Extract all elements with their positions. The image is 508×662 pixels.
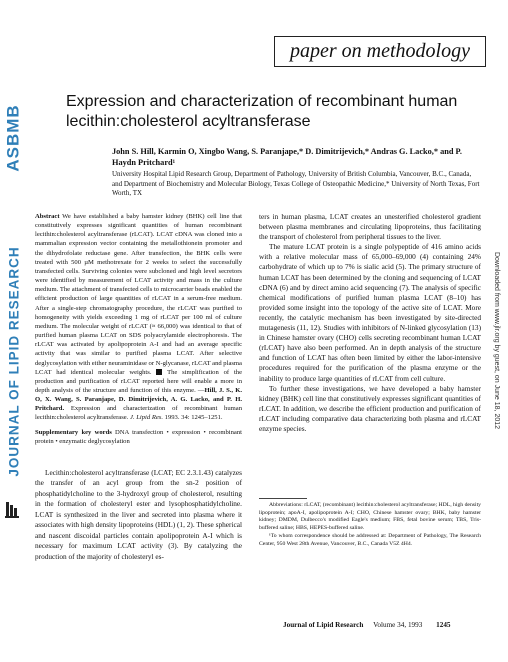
- download-watermark: Downloaded from www.jlr.org by guest, on June 18, 2012: [493, 251, 501, 429]
- intro-paragraph-1-cont: ters in human plasma, LCAT creates an unesterified cholesterol gradient between plasma membranes and circulating lipoproteins, thus facilitating the transport of cholesterol from peripheral tissues to the liver.: [259, 212, 481, 242]
- left-column: [35, 212, 242, 562]
- footnote-rule: [259, 498, 307, 499]
- footnotes: [259, 502, 481, 548]
- article-title: Expression and characterization of recombinant human lecithin:cholesterol acyltransferase: [66, 93, 458, 130]
- citation-volume: 1993. 34: 1245–1251.: [164, 414, 223, 422]
- footer-journal: Journal of Lipid Research: [283, 621, 364, 629]
- abstract: Abstract We have established a baby hamster kidney (BHK) cell line that constitutively expresses significant quantities of human recombinant lecithin:cholesterol acyltransferase (rLCAT). LCAT cDNA was cloned into a mammalian expression vector containing the metallothionein promoter and the dihydrofolate reductase gene. After transfection, the BHK cells were treated with 500 µM methotrexate for 2 weeks to select the successfully transfected cells. Surviving colonies were subcloned and high level secretors were identified by measurement of LCAT activity and mass in the culture medium. The attachment of transfected cells to microcarrier beads enabled the efficient production of large quantities of rLCAT in a serum-free medium. After a single-step chromatography procedure, the rLCAT was purified to homogeneity with yields exceeding 1 mg of rLCAT per 100 ml of culture medium. The molecular weight of rLCAT (≈ 66,000) was identical to that of purified human plasma LCAT on SDS polyacrylamide electrophoresis. The rLCAT was activated by apolipoprotein A-I and had an average specific activity that was similar to purified plasma LCAT. After selective deglycosylation with either neuraminidase or N-glycanase, rLCAT and plasma LCAT had identical molecular weights. The simplification of the production and purification of rLCAT reported here will enable a more in depth analysis of the structure and function of this enzyme. —Hill, J. S., K. O, X. Wang, S. Paranjape, D. Dimitrijevich, A. G. Lacko, and P. H. Pritchard. Expression and characterization of recombinant human lecithin:cholesterol acyltransferase. J. Lipid Res. 1993. 34: 1245–1251.: [35, 213, 243, 422]
- abbreviations-footnote: Abbreviations: rLCAT, (recombinant) lecithin:cholesterol acyltransferase; HDL, high density lipoprotein; apoA-I, apolipoprotein A-I; CHO, Chinese hamster ovary; BHK, baby hamster kidney; DMDM, Dulbecco's modified Eagle's medium; FBS, fetal bovine serum; TBS, Tris-buffered saline; HBS, HEPES-buffered saline.: [259, 502, 482, 532]
- section-label: paper on methodology: [290, 40, 470, 62]
- page-number: 1245: [436, 621, 451, 629]
- abstract-closing: The simplification of the production and purification of rLCAT reported here will enable a more in depth analysis of the structure and function of this enzyme.: [35, 368, 243, 394]
- page-footer: [283, 621, 483, 629]
- keywords-text: DNA transfection • expression • recombinant protein • enzymatic deglycosylation: [35, 428, 242, 445]
- correspondence-footnote: ¹To whom correspondence should be addressed at: Department of Pathology, The Research Center, 950 West 28th Avenue, Vancouver, B.C., Canada V5Z 4H4.: [259, 532, 481, 547]
- publisher-logo-icon: [5, 500, 19, 518]
- journal-sidebar: [0, 0, 30, 662]
- author-list: John S. Hill, Karmin O, Xingbo Wang, S. Paranjape,* D. Dimitrijevich,* Andras G. Lacko,* and P. Haydn Pritchard¹: [112, 147, 462, 167]
- intro-paragraph-3: To further these investigations, we have developed a baby hamster kidney (BHK) cell line that constitutively expresses significant quantities of rLCAT. In addition, we describe the efficient production and purification of rLCAT including comparative data characterizing both plasma and rLCAT enzyme species.: [259, 383, 481, 433]
- right-column: [259, 212, 481, 434]
- citation-authors: Hill, J. S., K. O, X. Wang, S. Paranjape, D. Dimitrijevich, A. G. Lacko, and P. H. Pritchard.: [35, 386, 243, 413]
- affiliation: University Hospital Lipid Research Group, Department of Pathology, University of British Columbia, Vancouver, B.C., Canada, and Department of Biochemistry and Molecular Biology, Texas College of Osteopathic Medicine,* University of North Texas, Fort Worth, TX: [112, 170, 480, 197]
- journal-name-vertical: JOURNAL OF LIPID RESEARCH: [6, 245, 22, 477]
- end-mark-icon: [156, 369, 162, 375]
- abstract-label: Abstract: [35, 213, 60, 220]
- section-header-box: [274, 36, 486, 67]
- society-logo-text: ASBMB: [4, 104, 23, 172]
- citation-title: Expression and characterization of recombinant human lecithin:cholesterol acyltransferase.: [35, 405, 242, 422]
- intro-paragraph-2: The mature LCAT protein is a single polypeptide of 416 amino acids with a relative molecular mass of 65,000–69,000 (4) containing 24% carbohydrate of which up to 7% is sialic acid (5). The primary structure of human LCAT has been determined by the cloning and sequencing of LCAT cDNA (6) and by direct amino acid sequencing (7). The analysis of specific chemical modifications of purified human plasma LCAT (8–10) has provided some insight into the topology of the active site of LCAT. More recently, the catalytic mechanism has been investigated by site-directed mutagenesis (11, 12). Studies with inhibitors of N-linked glycosylation (13) in Chinese hamster ovary (CHO) cells secreting recombinant human LCAT (rLCAT) have also been performed. An in depth analysis of the structure and function of LCAT has often been limited by either the labor-intensive procedures required for the purification of the plasma enzyme or the inability to produce large quantities of rLCAT from cell culture.: [259, 242, 481, 383]
- keywords-label: Supplementary key words: [35, 428, 112, 436]
- intro-paragraph-1: Lecithin:cholesterol acyltransferase (LCAT; EC 2.3.1.43) catalyzes the transfer of an acyl group from the sn-2 position of phosphatidylcholine to the 3-hydroxyl group of cholesterol, resulting in the formation of cholesteryl ester and lysophosphatidylcholine. LCAT is synthesized in the liver and secreted into plasma where it associates with high density lipoproteins (HDL) (1, 2). These spherical and nascent discoidal particles contain apolipoprotein A-I which is necessary for maximum LCAT activity (3). By catalyzing the production of the majority of cholesteryl es-: [35, 467, 242, 561]
- footer-volume: Volume 34, 1993: [373, 621, 423, 629]
- abstract-text: We have established a baby hamster kidney (BHK) cell line that constitutively expresses significant quantities of human recombinant lecithin:cholesterol acyltransferase (rLCAT). LCAT cDNA was cloned into a mammalian expression vector containing the metallothionein promoter and the dihydrofolate reductase gene. After transfection, the BHK cells were treated with 500 µM methotrexate for 2 weeks to select the successfully transfected cells. Surviving colonies were subcloned and high level secretors were identified by measurement of LCAT activity and mass in the culture medium. The attachment of transfected cells to microcarrier beads enabled the efficient production of large quantities of rLCAT in a serum-free medium. After a single-step chromatography procedure, the rLCAT was purified to homogeneity with yields exceeding 1 mg of rLCAT per 100 ml of culture medium. The molecular weight of rLCAT (≈ 66,000) was identical to that of purified human plasma LCAT on SDS polyacrylamide electrophoresis. The rLCAT was activated by apolipoprotein A-I and had an average specific activity that was similar to purified plasma LCAT. After selective deglycosylation with either neuraminidase or N-glycanase, rLCAT and plasma LCAT had identical molecular weights.: [35, 213, 243, 376]
- citation-journal: J. Lipid Res.: [130, 414, 163, 422]
- keywords: [35, 428, 242, 446]
